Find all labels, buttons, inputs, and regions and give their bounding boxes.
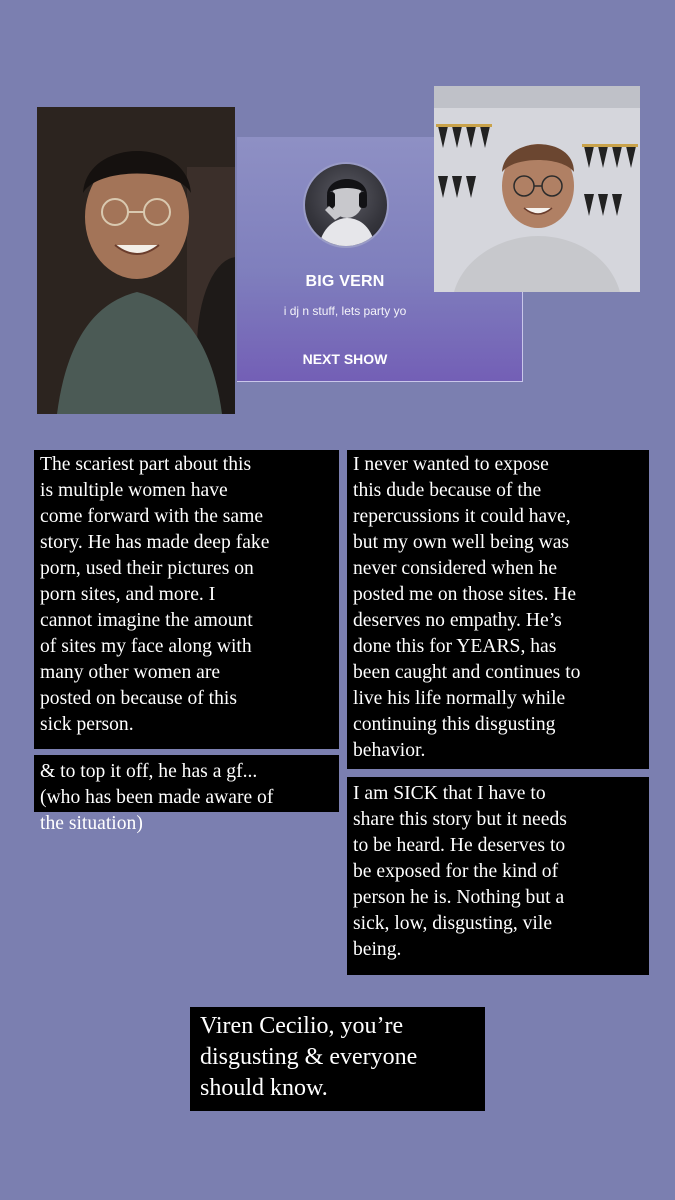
caption-line: Viren Cecilio, you’re: [200, 1013, 404, 1039]
caption-line: come forward with the same: [40, 506, 264, 527]
caption-line: porn sites, and more. I: [40, 584, 216, 605]
person-photo-left: [37, 107, 235, 414]
caption-line: person he is. Nothing but a: [353, 887, 565, 908]
caption-line: done this for YEARS, has: [353, 636, 557, 657]
caption-line: be exposed for the kind of: [353, 861, 559, 882]
caption-line: live his life normally while: [353, 688, 566, 709]
person-photo-right: [434, 86, 640, 292]
caption-line: should know.: [200, 1075, 328, 1101]
caption-line: disgusting & everyone: [200, 1044, 418, 1070]
caption-line: being.: [353, 939, 402, 960]
next-show-link[interactable]: NEXT SHOW: [302, 351, 388, 367]
caption-line: sick, low, disgusting, vile: [353, 913, 553, 934]
caption-line: is multiple women have: [40, 480, 228, 501]
avatar[interactable]: [303, 162, 389, 248]
caption-line: been caught and continues to: [353, 662, 581, 683]
caption-line: but my own well being was: [353, 532, 570, 553]
caption-line: of sites my face along with: [40, 636, 252, 657]
caption-line: the situation): [40, 813, 143, 834]
caption-line: posted me on those sites. He: [353, 584, 577, 605]
caption-scariest-part: [34, 450, 339, 749]
photo-left: [37, 107, 235, 414]
caption-sick: [347, 777, 649, 975]
caption-line: never considered when he: [353, 558, 558, 579]
profile-bio: i dj n stuff, lets party yo: [283, 304, 407, 318]
caption-line: to be heard. He deserves to: [353, 835, 566, 856]
caption-line: behavior.: [353, 740, 426, 761]
caption-line: cannot imagine the amount: [40, 610, 253, 631]
caption-line: continuing this disgusting: [353, 714, 556, 735]
caption-line: & to top it off, he has a gf...: [40, 761, 258, 782]
caption-never-wanted: [347, 450, 649, 769]
caption-line: sick person.: [40, 714, 134, 735]
caption-line: The scariest part about this: [40, 454, 252, 475]
caption-line: I am SICK that I have to: [353, 783, 546, 804]
caption-top-it-off: [34, 755, 339, 834]
caption-line: many other women are: [40, 662, 221, 683]
profile-name: BIG VERN: [305, 273, 385, 290]
avatar-image: [305, 164, 387, 246]
caption-line: deserves no empathy. He’s: [353, 610, 562, 631]
caption-line: I never wanted to expose: [353, 454, 549, 475]
caption-line: (who has been made aware of: [40, 787, 274, 808]
caption-line: share this story but it needs: [353, 809, 567, 830]
photo-right: [434, 86, 640, 292]
caption-line: repercussions it could have,: [353, 506, 571, 527]
caption-final: [190, 1007, 485, 1111]
caption-line: porn, used their pictures on: [40, 558, 254, 579]
caption-line: this dude because of the: [353, 480, 542, 501]
caption-line: story. He has made deep fake: [40, 532, 270, 553]
caption-line: posted on because of this: [40, 688, 237, 709]
